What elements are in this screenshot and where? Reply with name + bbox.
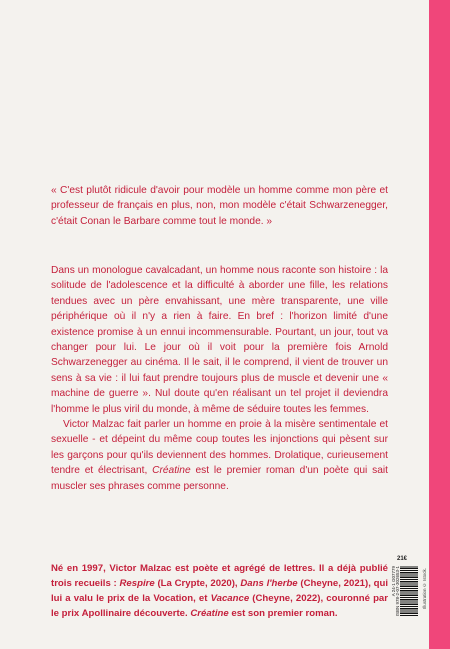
bio-part: est son premier roman.	[228, 608, 338, 619]
product-code: A 24-1 G07779	[391, 566, 396, 597]
synopsis-p2-text: Victor Malzac fait parler un homme en proie à la misère sentimentale et sexuelle - et dépeint du même coup toutes les injonctions qui pèsent sur les garçons pour qu'ils deviennent des hommes. Drolatique, curieusement tendre et électrisant,	[51, 419, 388, 477]
bio-part: Né en 1997, Victor Malzac est poète et agrégé de lettres. Il a déjà publié trois recueils :	[51, 563, 388, 589]
bio-text	[51, 561, 388, 621]
book-title: Créatine	[152, 465, 191, 477]
bio-part: (Cheyne, 2021), qui lui a valu le prix de la Vocation, et	[51, 578, 388, 604]
quote-text: « C'est plutôt ridicule d'avoir pour modèle un homme comme mon père et professeur de français en plus, non, mon modèle c'était Schwarzenegger, c'était Conan le Barbare comme tout le monde. »	[51, 185, 388, 227]
illustration-credit: Illustration © Istock.	[422, 568, 427, 610]
bio-book-dans-lherbe: Dans l'herbe	[240, 578, 298, 589]
bio-book-vacance: Vacance	[210, 593, 250, 604]
barcode-icon	[400, 566, 418, 616]
author-bio	[51, 561, 388, 621]
back-cover-quote	[51, 183, 388, 229]
bio-part: (Cheyne, 2022), couronné par le prix Apollinaire découverte.	[51, 593, 388, 619]
synopsis-paragraph-1: Dans un monologue cavalcadant, un homme nous raconte son histoire : la solitude de l'adolescence et la difficulté à aborder une fille, les relations tendues avec un père envahissant, une mère transparente, une ville périphérique où il n'y a rien à faire. En bref : l'horizon limité d'une existence promise à un ennui incommensurable. Pourtant, un jour, tout va changer pour lui. Le jour où il voit pour la première fois Arnold Schwarzenegger au cinéma. Il le sait, il le comprend, il vient de trouver un sens à sa vie : il lui faut prendre toujours plus de muscle et devenir une « machine de guerre ». Nul doute qu'en réalisant un tel projet il deviendra l'homme le plus viril du monde, à même de séduire toutes les femmes.	[51, 265, 388, 415]
synopsis-paragraph-2	[51, 417, 388, 494]
synopsis	[51, 263, 388, 494]
bio-part: (La Crypte, 2020),	[154, 578, 241, 589]
isbn-number: ISBN 978-2-07-302653-1	[395, 566, 400, 617]
price-label: 21€	[397, 556, 408, 562]
bio-book-creatine: Créatine	[190, 608, 229, 619]
pink-spine	[429, 0, 450, 649]
synopsis-p2-text-end: est le premier roman d'un poète qui sait muscler ses phrases comme personne.	[51, 465, 388, 492]
bio-book-respire: Respire	[119, 578, 155, 589]
